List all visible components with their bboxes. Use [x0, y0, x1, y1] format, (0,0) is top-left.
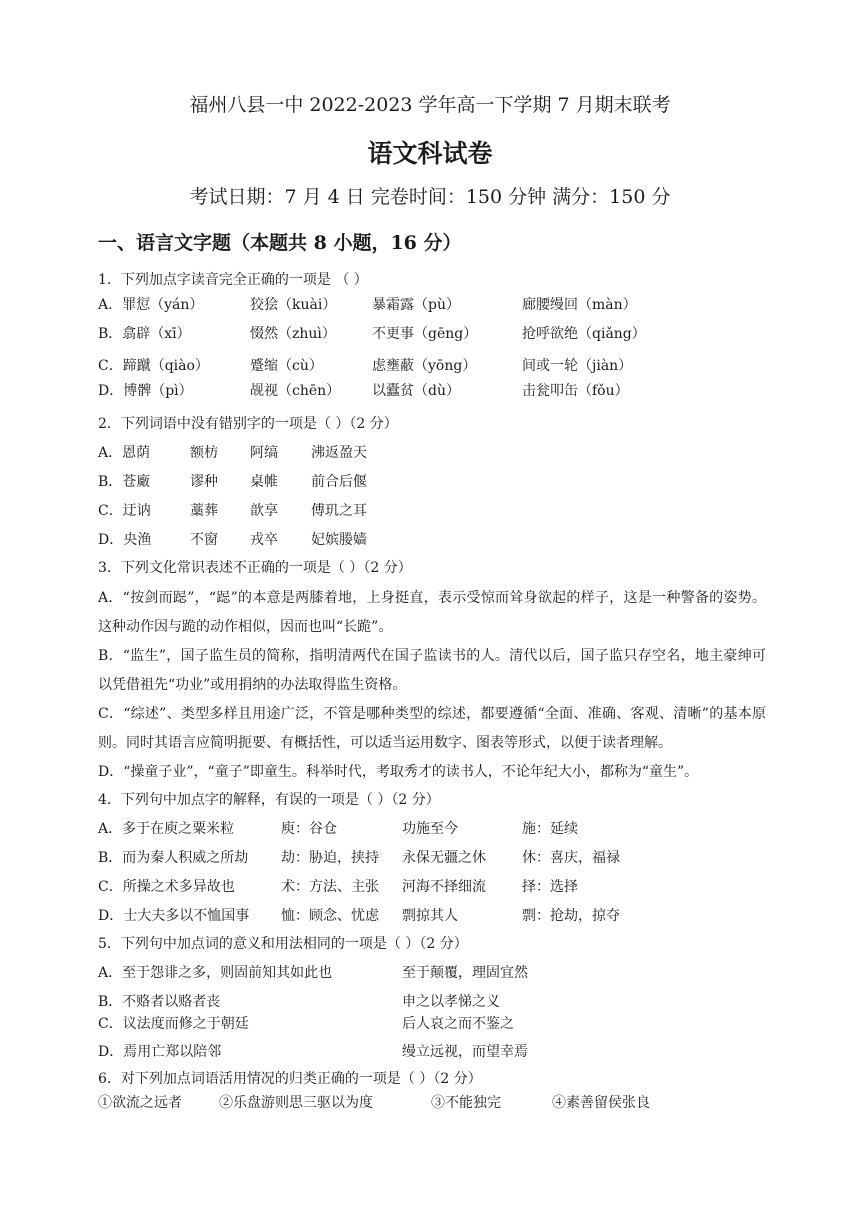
q3-option-a: A．“按剑而跽”，“跽”的本意是两膝着地，上身挺直，表示受惊而耸身欲起的样子，这是一种警备的姿势。这种动作因与跪的动作相似，因而也叫“长跪”。: [98, 590, 766, 635]
q2-a-1: A．恩荫: [98, 445, 151, 461]
q1-d-2: 觇视（chēn）: [250, 383, 341, 399]
q2-c-4: 傅玑之耳: [311, 503, 367, 519]
exam-info: 考试日期：7 月 4 日 完卷时间：150 分钟 满分：150 分: [189, 186, 671, 208]
q3-option-b: B．“监生”，国子监生员的简称，指明清两代在国子监读书的人。清代以后，国子监只存空名，地主豪绅可以凭借祖先“功业”或用捐纳的办法取得监生资格。: [98, 648, 766, 693]
q5-c-1: C．议法度而修之于朝廷: [98, 1016, 249, 1032]
q4-c-1: C．所操之术多异故也: [98, 879, 235, 895]
q1-c-1: C．蹄蹴（qiào）: [98, 358, 209, 374]
q4-d-2: 恤：顾念、忧虑: [281, 908, 379, 924]
subject-title: 语文科试卷: [367, 139, 493, 168]
q4-b-1: B．而为秦人积威之所劫: [98, 850, 249, 866]
q2-b-2: 谬种: [190, 474, 218, 490]
q6-item-1: ①欲流之远者: [98, 1095, 182, 1111]
q1-d-4: 击瓮叩缶（fǒu）: [522, 383, 629, 399]
q4-d-1: D．士大夫多以不恤国事: [98, 908, 250, 924]
question-4-stem: 4．下列句中加点字的解释，有误的一项是（ ）（2 分）: [98, 792, 440, 808]
q4-a-1: A．多于在庾之粟米粒: [98, 821, 235, 837]
q2-c-3: 歆享: [250, 503, 278, 519]
q2-d-4: 妃嫔媵嫱: [311, 532, 367, 548]
question-3-stem: 3．下列文化常识表述不正确的一项是（ ）（2 分）: [98, 560, 412, 576]
q5-b-1: B．不赂者以赂者丧: [98, 994, 221, 1010]
q1-a-2: 狡狯（kuài）: [250, 297, 337, 313]
q4-a-4: 施：延续: [522, 821, 578, 837]
q4-a-2: 庾：谷仓: [281, 821, 337, 837]
q3-option-c: C．“综述”、类型多样且用途广泛，不管是哪种类型的综述，都要遵循“全面、准确、客观、清晰”的基本原则。同时其语言应简明扼要、有概括性，可以适当运用数字、图表等形式，以便于读者理解。: [98, 706, 766, 751]
q2-a-4: 沸返盈天: [311, 445, 367, 461]
question-5-stem: 5．下列句中加点词的意义和用法相同的一项是（ ）（2 分）: [98, 936, 468, 952]
q3-option-d: D．“操童子业”，“童子”即童生。科举时代，考取秀才的读书人，不论年纪大小，都称为“童生”。: [98, 764, 699, 780]
question-2-stem: 2．下列词语中没有错别字的一项是（ ）（2 分）: [98, 416, 398, 432]
q4-d-3: 剽掠其人: [402, 908, 458, 924]
q1-b-4: 抢呼欲绝（qiǎng）: [522, 326, 646, 342]
q1-d-3: 以蠹贫（dù）: [372, 383, 460, 399]
q6-item-4: ④素善留侯张良: [552, 1095, 650, 1111]
q2-b-1: B．苍廠: [98, 474, 151, 490]
q1-a-3: 暴霜露（pù）: [372, 297, 460, 313]
q2-c-2: 藁葬: [190, 503, 218, 519]
q1-a-1: A．罪愆（yán）: [98, 297, 204, 313]
q2-b-3: 桌帷: [250, 474, 278, 490]
q6-item-2: ②乐盘游则思三驱以为度: [219, 1095, 373, 1111]
q4-d-4: 剽：抢劫，掠夺: [522, 908, 620, 924]
q4-c-2: 术：方法、主张: [281, 879, 379, 895]
q2-d-1: D．央渔: [98, 532, 152, 548]
question-1-stem: 1．下列加点字读音完全正确的一项是 （ ）: [98, 272, 368, 288]
q4-c-4: 择：选择: [522, 879, 578, 895]
q2-d-3: 戎卒: [250, 532, 278, 548]
q1-b-1: B．翕辟（xī）: [98, 326, 191, 342]
q1-b-2: 惙然（zhuì）: [250, 326, 336, 342]
q4-b-4: 休：喜庆，福禄: [522, 850, 620, 866]
q2-b-4: 前合后偃: [311, 474, 367, 490]
q4-a-3: 功施至今: [402, 821, 458, 837]
q4-c-3: 河海不择细流: [402, 879, 486, 895]
q2-c-1: C．迂讷: [98, 503, 151, 519]
q2-a-3: 阿缟: [250, 445, 278, 461]
q5-b-2: 申之以孝悌之义: [402, 994, 500, 1010]
q5-d-2: 缦立远视，而望幸焉: [402, 1044, 528, 1060]
q1-a-4: 廊腰缦回（màn）: [522, 297, 637, 313]
q5-c-2: 后人哀之而不鉴之: [402, 1016, 514, 1032]
q1-b-3: 不更事（gēng）: [372, 326, 478, 342]
q5-a-1: A．至于怨诽之多，则固前知其如此也: [98, 965, 333, 981]
q4-b-2: 劫：胁迫，挟持: [281, 850, 379, 866]
q1-d-1: D．博髀（pì）: [98, 383, 193, 399]
q2-a-2: 额枋: [190, 445, 218, 461]
question-6-stem: 6．对下列加点词语活用情况的归类正确的一项是（ ）（2 分）: [98, 1071, 482, 1087]
q5-d-1: D．焉用亡郑以陪邻: [98, 1044, 222, 1060]
q4-b-3: 永保无疆之休: [402, 850, 486, 866]
q1-c-2: 蹙缩（cù）: [250, 358, 323, 374]
q1-c-4: 间或一轮（jiàn）: [522, 358, 633, 374]
q2-d-2: 不窗: [190, 532, 218, 548]
q6-item-3: ③不能独完: [431, 1095, 501, 1111]
exam-header-title: 福州八县一中 2022-2023 学年高一下学期 7 月期末联考: [189, 94, 671, 116]
q5-a-2: 至于颠覆，理固宜然: [402, 965, 528, 981]
q1-c-3: 虑壅蔽（yōng）: [372, 358, 477, 374]
section-title: 一、语言文字题（本题共 8 小题，16 分）: [98, 232, 462, 254]
